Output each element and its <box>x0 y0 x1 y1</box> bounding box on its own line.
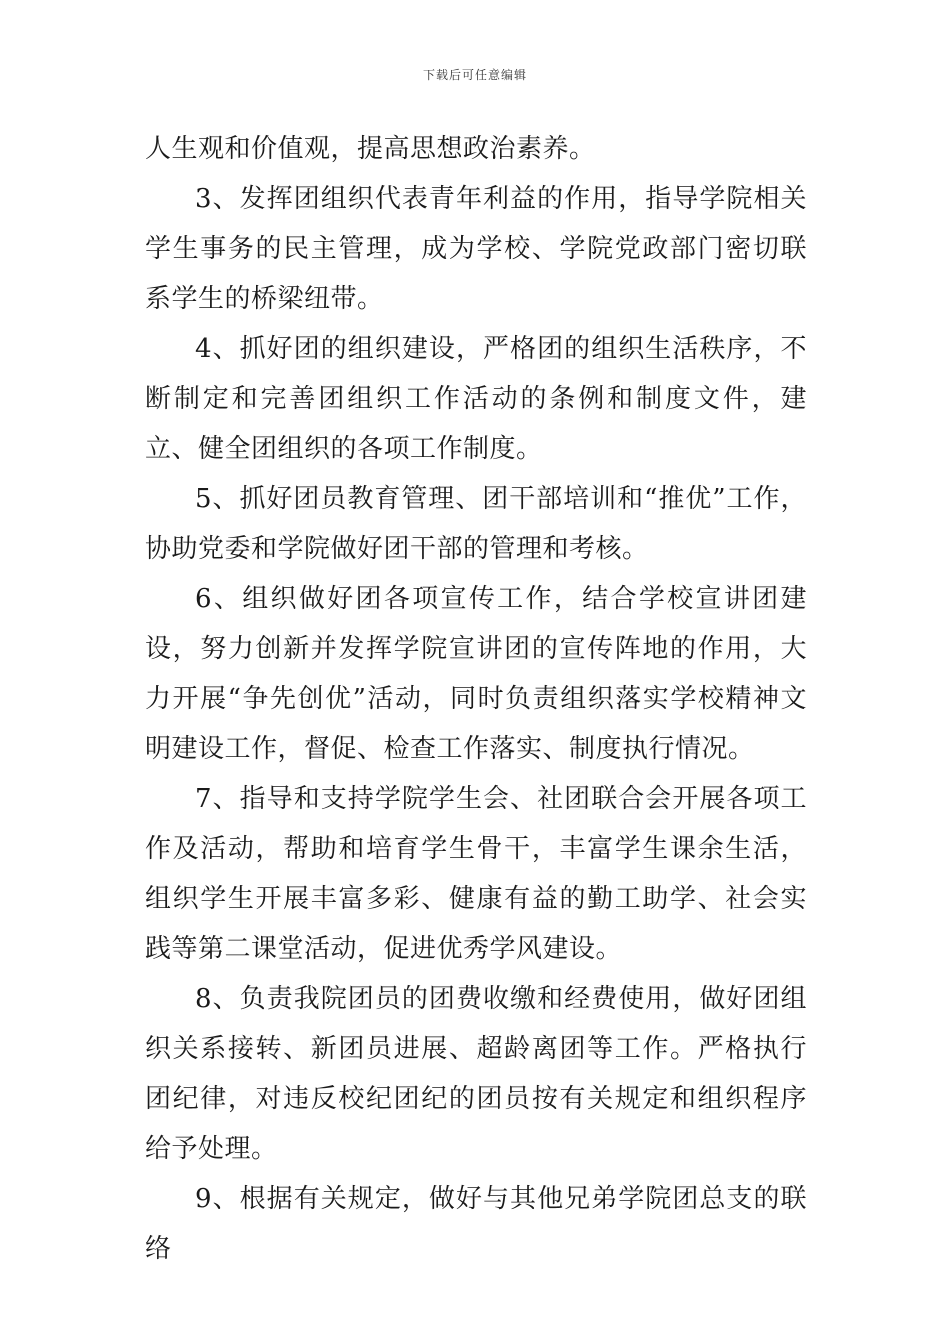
paragraph-4: 5、抓好团员教育管理、团干部培训和“推优”工作，协助党委和学院做好团干部的管理和考核。 <box>145 484 807 564</box>
paragraph-7: 8、负责我院团员的团费收缴和经费使用，做好团组织关系接转、新团员进展、超龄离团等工作。严格执行团纪律，对违反校纪团纪的团员按有关规定和组织程序给予处理。 <box>145 984 807 1164</box>
paragraph-2: 3、发挥团组织代表青年利益的作用，指导学院相关学生事务的民主管理，成为学校、学院党政部门密切联系学生的桥梁纽带。 <box>145 184 807 314</box>
paragraph-1: 人生观和价值观，提高思想政治素养。 <box>145 134 596 164</box>
paragraph-3: 4、抓好团的组织建设，严格团的组织生活秩序，不断制定和完善团组织工作活动的条例和制度文件，建立、健全团组织的各项工作制度。 <box>145 334 807 464</box>
paragraph-8: 9、根据有关规定，做好与其他兄弟学院团总支的联络 <box>145 1184 807 1264</box>
paragraph-6: 7、指导和支持学院学生会、社团联合会开展各项工作及活动，帮助和培育学生骨干，丰富学生课余生活，组织学生开展丰富多彩、健康有益的勤工助学、社会实践等第二课堂活动，促进优秀学风建设。 <box>145 784 807 964</box>
paragraph-5: 6、组织做好团各项宣传工作，结合学校宣讲团建设，努力创新并发挥学院宣讲团的宣传阵地的作用，大力开展“争先创优”活动，同时负责组织落实学校精神文明建设工作，督促、检查工作落实、制度执行情况。 <box>145 584 807 764</box>
page-header: 下载后可任意编辑 <box>422 68 527 82</box>
document-body <box>145 124 807 1274</box>
